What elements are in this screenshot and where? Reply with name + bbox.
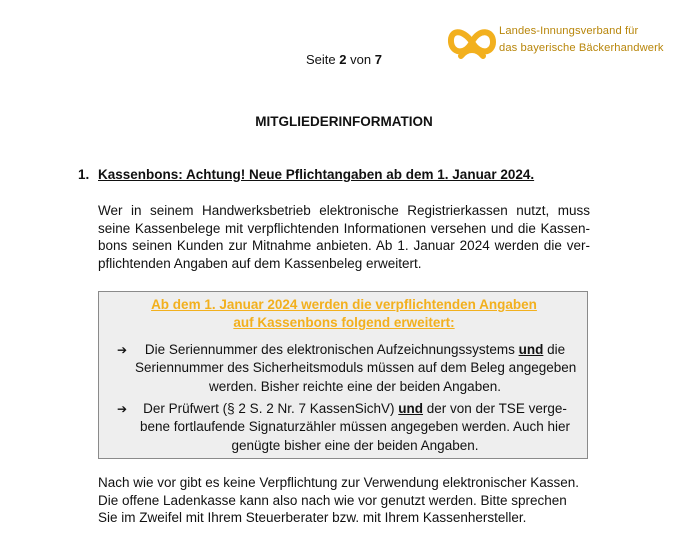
paragraph-line: seine Kassenbelege mit verpflichtenden Informationen versehen und die Kassen- [98,220,590,236]
bullet-text-part: die [543,342,566,357]
bullet-line: Seriennummer des Sicherheitsmoduls müssen auf dem Beleg angegeben [135,360,577,376]
arrow-right-icon: ➔ [117,343,128,357]
bullet-text [135,400,575,455]
section-title: Kassenbons: Achtung! Neue Pflichtangaben ab dem 1. Januar 2024. [98,167,535,182]
bullet-text-part: Die Seriennummer des elektronischen Aufzeichnungssystems [144,342,519,357]
paragraph-line: Wer in seinem Handwerksbetrieb elektronische Registrierkassen nutzt, muss [98,203,590,218]
bullet-emphasis: und [398,401,424,416]
info-box-title [99,296,589,332]
document-heading: MITGLIEDERINFORMATION [255,114,433,129]
bullet-text-part: Der Prüfwert (§ 2 S. 2 Nr. 7 KassenSichV) [143,401,399,416]
organization-line-2: das bayerische Bäckerhandwerk [499,42,664,54]
page-separator: von [350,52,372,67]
paragraph-line: Sie im Zweifel mit Ihrem Steuerberater bzw. mit Ihrem Kassenhersteller. [98,510,527,526]
page-prefix: Seite [306,52,336,67]
arrow-right-icon: ➔ [117,402,128,416]
info-box [98,291,588,459]
info-box-title-line-1: Ab dem 1. Januar 2024 werden die verpflichtenden Angaben [151,297,537,312]
bullet-line [135,341,575,359]
paragraph-line: Die offene Ladenkasse kann also nach wie vor genutzt werden. Bitte sprechen [98,492,567,508]
page-total: 7 [374,52,382,67]
intro-paragraph [98,202,590,272]
page-current: 2 [339,52,347,67]
bullet-line [135,400,575,418]
bullet-text [135,341,575,396]
bullet-line: werden. Bisher reichte eine der beiden Angaben. [209,378,501,394]
bullet-line: bene fortlaufende Signaturzähler müssen angegeben werden. Auch hier [139,419,571,435]
paragraph-line: Nach wie vor gibt es keine Verpflichtung zur Verwendung elektronischer Kassen. [98,475,580,490]
info-box-title-line-2: auf Kassenbons folgend erweitert: [233,315,455,330]
closing-paragraph [98,474,590,527]
page-number [0,52,688,67]
paragraph-line: bons seinen Kunden zur Mitnahme anbieten. Ab 1. Januar 2024 werden die ver- [98,238,590,254]
organization-line-1: Landes-Innungsverband für [499,25,639,37]
bullet-emphasis: und [518,342,544,357]
paragraph-line: pflichtenden Angaben auf dem Kassenbeleg erweitert. [98,255,422,271]
bullet-line: genügte bisher eine der beiden Angaben. [231,437,479,453]
section-number: 1. [78,167,90,182]
bullet-text-part: der von der TSE verge- [423,401,567,416]
